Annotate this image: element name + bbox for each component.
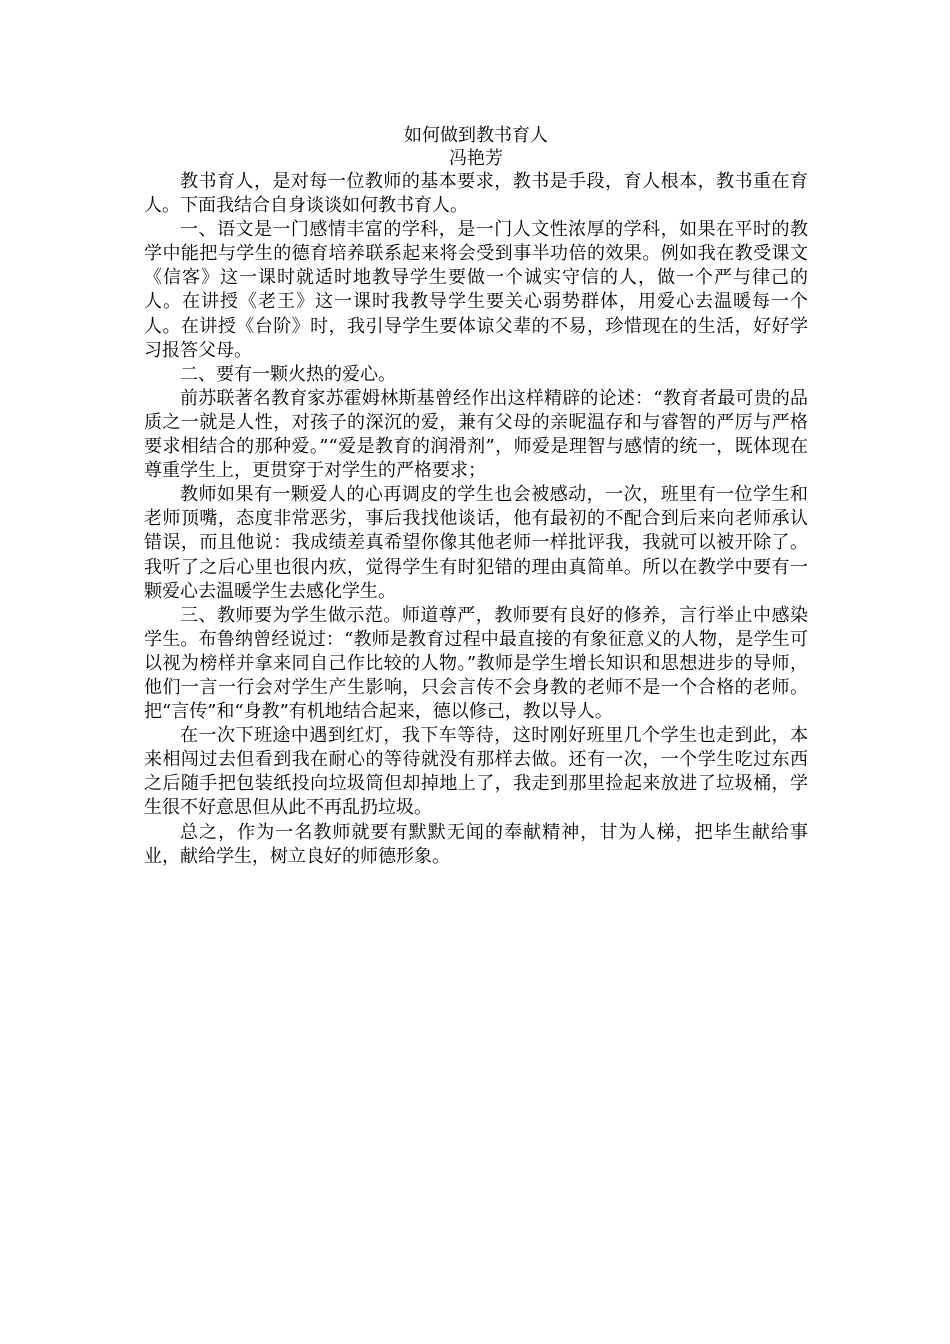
- document-page: [144, 124, 808, 869]
- paragraph-section-2-quote: 前苏联著名教育家苏霍姆林斯基曾经作出这样精辟的论述：“教育者最可贵的品质之一就是人性，对孩子的深沉的爱，兼有父母的亲昵温存和与睿智的严厉与严格要求相结合的那种爱。”“爱是教育的润滑剂”，师爱是理智与感情的统一，既体现在尊重学生上，更贯穿于对学生的严格要求；: [144, 387, 808, 482]
- paragraph-section-2-heading: 二、要有一颗火热的爱心。: [180, 363, 396, 385]
- paragraph-section-1: 一、语文是一门感情丰富的学科，是一门人文性浓厚的学科，如果在平时的教学中能把与学生的德育培养联系起来将会受到事半功倍的效果。例如我在教受课文《信客》这一课时就适时地教导学生要做一个诚实守信的人，做一个严与律己的人。在讲授《老王》这一课时我教导学生要关心弱势群体，用爱心去温暖每一个人。在讲授《台阶》时，我引导学生要体谅父辈的不易，珍惜现在的生活，好好学习报答父母。: [144, 219, 808, 361]
- paragraph-intro: 教书育人，是对每一位教师的基本要求，教书是手段，育人根本，教书重在育人。下面我结合自身谈谈如何教书育人。: [144, 171, 808, 217]
- document-body: [144, 170, 808, 869]
- document-author: 冯艳芳: [449, 148, 503, 169]
- paragraph-section-3-example: 在一次下班途中遇到红灯，我下车等待，这时刚好班里几个学生也走到此，本来相闯过去但看到我在耐心的等待就没有那样去做。还有一次，一个学生吃过东西之后随手把包装纸投向垃圾筒但却掉地上了，我走到那里捡起来放进了垃圾桶，学生很不好意思但从此不再乱扔垃圾。: [144, 725, 808, 819]
- paragraph-section-2-example: 教师如果有一颗爱人的心再调皮的学生也会被感动，一次，班里有一位学生和老师顶嘴，态度非常恶劣，事后我找他谈话，他有最初的不配合到后来向老师承认错误，而且他说：我成绩差真希望你像其他老师一样批评我，我就可以被开除了。我听了之后心里也很内疚，觉得学生有时犯错的理由真简单。所以在教学中要有一颗爱心去温暖学生去感化学生。: [144, 484, 808, 602]
- paragraph-conclusion: 总之，作为一名教师就要有默默无闻的奉献精神，甘为人梯，把毕生献给事业，献给学生，树立良好的师德形象。: [144, 821, 808, 867]
- document-title: 如何做到教书育人: [404, 125, 548, 146]
- paragraph-section-3: 三、教师要为学生做示范。师道尊严，教师要有良好的修养，言行举止中感染学生。布鲁纳曾经说过：“教师是教育过程中最直接的有象征意义的人物，是学生可以视为榜样并拿来同自己作比较的人物。”教师是学生增长知识和思想进步的导师，他们一言一行会对学生产生影响，只会言传不会身教的老师不是一个合格的老师。把“言传”和“身教”有机地结合起来，德以修己，教以导人。: [144, 604, 808, 723]
